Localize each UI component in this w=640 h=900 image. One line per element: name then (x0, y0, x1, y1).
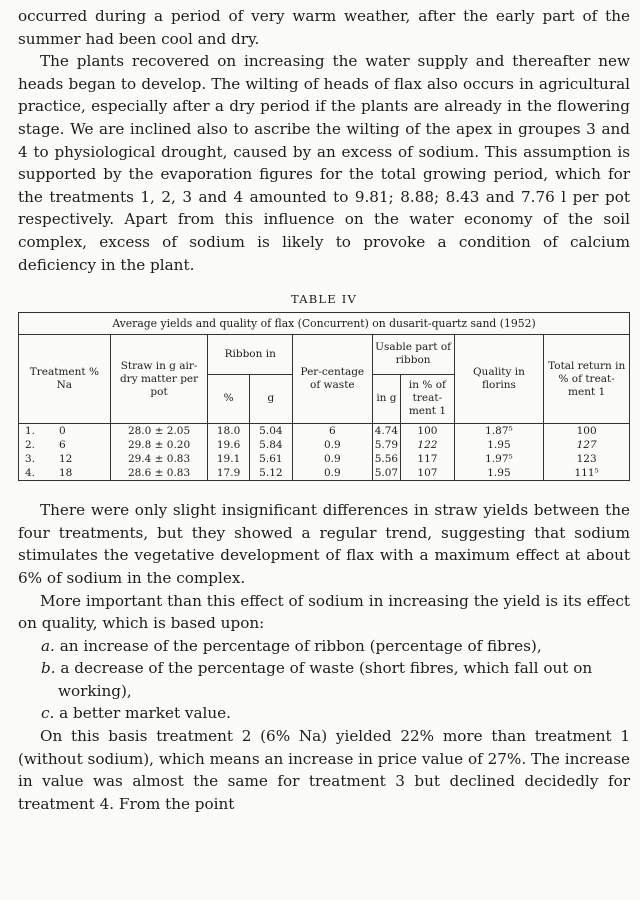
table-caption: Average yields and quality of flax (Concurrent) on dusarit-quartz sand (1952) (18, 312, 630, 334)
cell-waste: 0.9 (293, 466, 373, 481)
cell-treatment (19, 452, 111, 466)
cell-na: 12 (59, 453, 73, 466)
cell-usable-g: 5.79 (372, 438, 401, 452)
cell-no: 3. (25, 453, 36, 466)
cell-straw: 28.0 ± 2.05 (110, 424, 208, 439)
cell-usable-pct: 122 (401, 438, 454, 452)
cell-ribbon-g: 5.12 (249, 466, 292, 481)
table-row (19, 452, 630, 466)
cell-no: 1. (25, 425, 36, 438)
cell-treatment (19, 438, 111, 452)
paragraph-quality: More important than this effect of sodium in increasing the yield is its effect on quality, which is based upon: (18, 591, 630, 633)
list-marker: b. (41, 659, 56, 678)
header-waste: Per-centage of waste (293, 335, 373, 424)
list-item (18, 702, 630, 725)
cell-ribbon-g: 5.84 (249, 438, 292, 452)
cell-treatment (19, 466, 111, 481)
cell-treatment (19, 424, 111, 439)
lower-text (18, 499, 630, 815)
header-ribbon: Ribbon in (208, 335, 293, 374)
cell-ribbon-pct: 17.9 (208, 466, 249, 481)
header-total: Total return in % of treat-ment 1 (544, 335, 630, 424)
cell-no: 4. (25, 467, 36, 480)
cell-total: 127 (544, 438, 630, 452)
list-item (18, 635, 630, 658)
page (18, 0, 630, 815)
header-ribbon-g: g (249, 374, 292, 424)
cell-usable-pct: 117 (401, 452, 454, 466)
table-row (19, 466, 630, 481)
cell-na: 0 (59, 425, 66, 438)
cell-waste: 6 (293, 424, 373, 439)
yield-table (18, 312, 630, 481)
paragraph-straw-yields: There were only slight insignificant differences in straw yields between the four treatments, but they showed a regular trend, suggesting that sodium stimulates the vegetative development of flax with a maximum effect at about 6% of sodium in the complex. (18, 501, 630, 587)
cell-ribbon-pct: 19.6 (208, 438, 249, 452)
list-text: a better market value. (59, 704, 231, 723)
list-text: an increase of the percentage of ribbon (percentage of fibres), (59, 636, 542, 655)
list-marker: c. (41, 704, 55, 723)
cell-waste: 0.9 (293, 452, 373, 466)
cell-straw: 29.4 ± 0.83 (110, 452, 208, 466)
cell-na: 6 (59, 439, 66, 452)
table-row (19, 438, 630, 452)
cell-ribbon-g: 5.04 (249, 424, 292, 439)
cell-quality: 1.95 (454, 438, 544, 452)
list-marker: a. (41, 636, 55, 655)
cell-straw: 28.6 ± 0.83 (110, 466, 208, 481)
cell-usable-pct: 100 (401, 424, 454, 439)
header-usable-g: in g (372, 374, 401, 424)
paragraph-recovery: The plants recovered on increasing the water supply and thereafter new heads began to develop. The wilting of heads of flax also occurs in agricultural practice, especially after a dry period if the plants are already in the flowering stage. We are inclined also to ascribe the wilting of the apex in groupes 3 and 4 to physiological drought, caused by an excess of sodium. This assumption is supported by the evaporation figures for the total growing period, which for the treatments 1, 2, 3 and 4 amounted to 9.81; 8.88; 8.43 and 7.76 l per pot respectively. Apart from this influence on the water economy of the soil complex, excess of sodium is likely to provoke a condition of calcium deficiency in the plant. (18, 52, 630, 274)
list-text: a decrease of the percentage of waste (short fibres, which fall out on working), (58, 659, 593, 700)
cell-quality: 1.87⁵ (454, 424, 544, 439)
paragraph-basis: On this basis treatment 2 (6% Na) yielded 22% more than treatment 1 (without sodium), which means an increase in price value of 27%. The increase in value was almost the same for treatment 3 but declined decidedly for treatment 4. From the point (18, 727, 630, 813)
cell-usable-pct: 107 (401, 466, 454, 481)
table-row (19, 424, 630, 439)
header-quality: Quality in florins (454, 335, 544, 424)
cell-ribbon-g: 5.61 (249, 452, 292, 466)
cell-quality: 1.95 (454, 466, 544, 481)
header-ribbon-pct: % (208, 374, 249, 424)
cell-na: 18 (59, 467, 73, 480)
cell-ribbon-pct: 18.0 (208, 424, 249, 439)
cell-usable-g: 5.07 (372, 466, 401, 481)
paragraph-intro: occurred during a period of very warm weather, after the early part of the summer had been cool and dry. (18, 7, 630, 48)
header-usable: Usable part of ribbon (372, 335, 454, 374)
cell-straw: 29.8 ± 0.20 (110, 438, 208, 452)
cell-usable-g: 4.74 (372, 424, 401, 439)
header-usable-pct: in % of treat-ment 1 (401, 374, 454, 424)
cell-ribbon-pct: 19.1 (208, 452, 249, 466)
cell-usable-g: 5.56 (372, 452, 401, 466)
table-label: TABLE IV (291, 292, 357, 307)
header-straw: Straw in g air-dry matter per pot (110, 335, 208, 424)
cell-waste: 0.9 (293, 438, 373, 452)
cell-total: 100 (544, 424, 630, 439)
cell-total: 123 (544, 452, 630, 466)
list-item (18, 657, 630, 702)
cell-no: 2. (25, 439, 36, 452)
cell-total: 111⁵ (544, 466, 630, 481)
cell-quality: 1.97⁵ (454, 452, 544, 466)
header-treatment: Treatment % Na (19, 335, 111, 424)
